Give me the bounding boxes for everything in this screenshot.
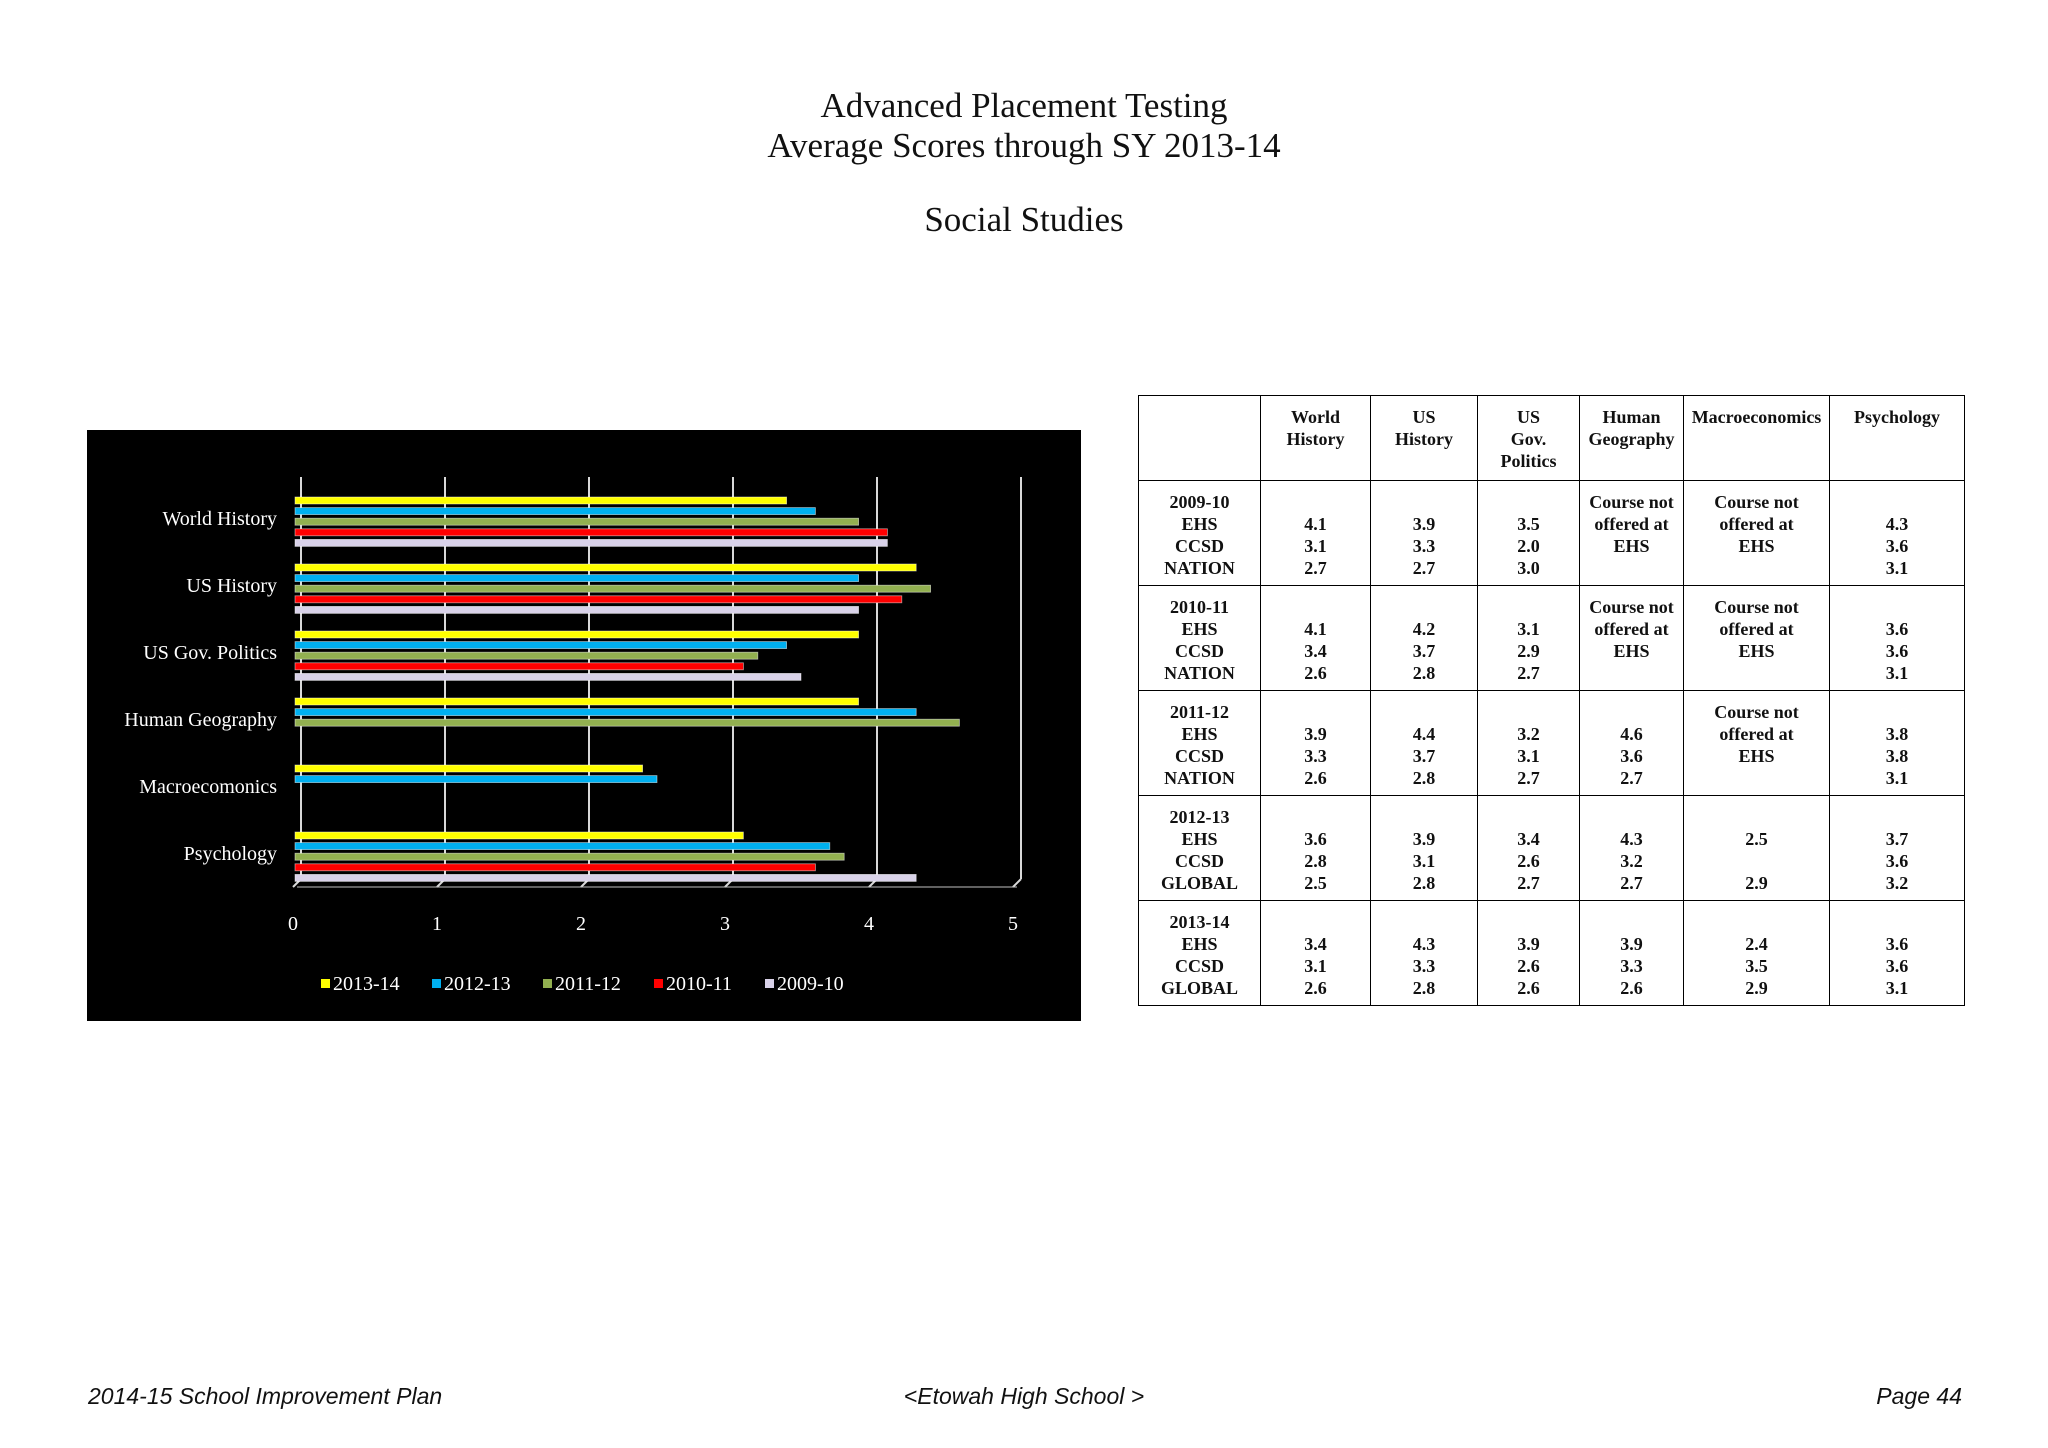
score-value: 3.3 (1412, 536, 1436, 556)
score-value: 3.1 (1517, 619, 1540, 639)
bar-2010-11 (295, 663, 743, 670)
score-cell (1684, 796, 1830, 901)
score-value: 2.7 (1517, 873, 1540, 893)
table-header-cell: World History (1261, 396, 1371, 481)
score-value: 3.6 (1885, 536, 1909, 556)
footer-school-name: <Etowah High School > (903, 1383, 1145, 1409)
score-value: 2.4 (1745, 934, 1768, 954)
score-cell (1830, 901, 1965, 1006)
score-value: 3.3 (1412, 956, 1436, 976)
score-cell (1261, 586, 1371, 691)
legend-swatch (321, 979, 330, 988)
score-cell (1478, 481, 1580, 586)
group-label: CCSD (1174, 641, 1224, 661)
score-value: 3.5 (1517, 514, 1540, 534)
bar-2012-13 (295, 843, 830, 850)
score-value: 4.1 (1304, 514, 1327, 534)
legend-label: 2011-12 (555, 973, 621, 995)
score-value: 2.8 (1412, 663, 1436, 683)
score-cell (1261, 901, 1371, 1006)
not-offered-cell: Course not offered at EHS (1684, 586, 1830, 691)
row-label-cell (1139, 901, 1261, 1006)
x-tick-label: 3 (720, 913, 730, 935)
score-value: 3.6 (1885, 934, 1909, 954)
score-value: 3.5 (1745, 956, 1768, 976)
x-tick-label: 1 (432, 913, 442, 935)
score-cell (1478, 901, 1580, 1006)
score-value: 3.9 (1517, 934, 1540, 954)
score-value: 4.3 (1885, 514, 1909, 534)
score-value: 3.7 (1412, 746, 1436, 766)
score-value: 2.8 (1304, 851, 1327, 871)
score-value: 4.6 (1620, 724, 1643, 744)
score-value: 3.1 (1517, 746, 1540, 766)
school-year-label: 2013-14 (1169, 912, 1230, 932)
group-label: EHS (1181, 934, 1218, 954)
score-value: 3.1 (1885, 768, 1909, 788)
score-value: 3.1 (1304, 956, 1327, 976)
bar-2011-12 (295, 853, 844, 860)
x-tick-label: 5 (1008, 913, 1018, 935)
legend-label: 2009-10 (777, 973, 844, 995)
footer-page-number: Page 44 (1876, 1383, 1962, 1409)
table-header-blank (1139, 396, 1261, 481)
score-value: 2.6 (1304, 663, 1327, 683)
score-value: 3.1 (1885, 558, 1909, 578)
not-offered-cell: Course not offered at EHS (1580, 481, 1684, 586)
bar-2011-12 (295, 585, 931, 592)
not-offered-cell: Course not offered at EHS (1684, 691, 1830, 796)
bar-2013-14 (295, 631, 859, 638)
score-value: 2.7 (1517, 663, 1540, 683)
score-value: 2.6 (1620, 978, 1643, 998)
page-title: Advanced Placement Testing (820, 86, 1228, 125)
bar-2013-14 (295, 832, 743, 839)
x-tick-label: 0 (288, 913, 298, 935)
score-value: 3.6 (1885, 956, 1909, 976)
score-value: 3.1 (1885, 663, 1909, 683)
score-cell (1261, 796, 1371, 901)
bar-2012-13 (295, 575, 859, 582)
score-value: 3.6 (1885, 641, 1909, 661)
school-year-label: 2012-13 (1169, 807, 1230, 827)
score-value: 2.6 (1304, 768, 1327, 788)
group-label: GLOBAL (1160, 978, 1239, 998)
score-cell (1580, 796, 1684, 901)
score-value: 2.6 (1517, 956, 1540, 976)
title-block (0, 86, 2048, 240)
score-cell (1830, 796, 1965, 901)
school-year-label: 2011-12 (1169, 702, 1229, 722)
score-value: 3.4 (1517, 829, 1540, 849)
score-cell (1478, 691, 1580, 796)
x-tick-label: 4 (864, 913, 874, 935)
group-label: NATION (1164, 663, 1235, 683)
score-cell (1371, 481, 1478, 586)
not-offered-cell: Course not offered at EHS (1684, 481, 1830, 586)
group-label: EHS (1181, 724, 1218, 744)
table-row (1139, 691, 1965, 796)
y-category-label: World History (162, 508, 277, 530)
score-value: 2.6 (1304, 978, 1327, 998)
score-value: 3.6 (1885, 851, 1909, 871)
score-value: 2.7 (1412, 558, 1436, 578)
y-category-label: Psychology (183, 843, 277, 865)
group-label: EHS (1181, 619, 1218, 639)
score-value: 4.2 (1412, 619, 1436, 639)
score-value: 2.7 (1517, 768, 1540, 788)
table-header-cell: Human Geography (1580, 396, 1684, 481)
score-value: 4.1 (1304, 619, 1327, 639)
table-row (1139, 481, 1965, 586)
bar-2009-10 (295, 606, 859, 613)
score-value: 2.8 (1412, 873, 1436, 893)
score-value: 3.0 (1517, 558, 1540, 578)
bar-2013-14 (295, 497, 787, 504)
school-year-label: 2010-11 (1169, 597, 1229, 617)
table-header-cell: Psychology (1830, 396, 1965, 481)
score-value: 3.2 (1885, 873, 1909, 893)
table-body (1139, 481, 1965, 1006)
bar-2013-14 (295, 698, 859, 705)
legend-swatch (432, 979, 441, 988)
score-cell (1371, 586, 1478, 691)
legend-label: 2010-11 (666, 973, 732, 995)
subject-heading: Social Studies (924, 200, 1124, 239)
table-row (1139, 901, 1965, 1006)
score-value: 2.6 (1517, 978, 1540, 998)
score-value (1687, 850, 1826, 872)
score-value: 3.6 (1304, 829, 1327, 849)
score-value: 3.7 (1885, 829, 1909, 849)
y-category-label: Human Geography (124, 709, 277, 731)
group-label: EHS (1181, 514, 1218, 534)
score-value: 4.3 (1620, 829, 1643, 849)
x-tick-label: 2 (576, 913, 586, 935)
bar-2011-12 (295, 518, 859, 525)
score-value: 3.9 (1620, 934, 1643, 954)
bar-2013-14 (295, 765, 643, 772)
score-cell (1830, 586, 1965, 691)
score-value: 3.6 (1620, 746, 1643, 766)
bar-2010-11 (295, 596, 902, 603)
bar-2009-10 (295, 673, 801, 680)
bar-2013-14 (295, 564, 916, 571)
score-value: 3.1 (1304, 536, 1327, 556)
row-label-cell (1139, 586, 1261, 691)
bar-2012-13 (295, 642, 787, 649)
score-value: 3.3 (1304, 746, 1327, 766)
table-header-cell: US History (1371, 396, 1478, 481)
legend-swatch (765, 979, 774, 988)
score-cell (1580, 691, 1684, 796)
score-value: 3.6 (1885, 619, 1909, 639)
school-year-label: 2009-10 (1169, 492, 1230, 512)
score-value: 3.1 (1412, 851, 1436, 871)
legend-swatch (654, 979, 663, 988)
score-cell (1580, 901, 1684, 1006)
score-value: 3.7 (1412, 641, 1436, 661)
score-value: 3.9 (1304, 724, 1327, 744)
bar-2011-12 (295, 719, 959, 726)
group-label: GLOBAL (1160, 873, 1239, 893)
bar-chart (87, 430, 1081, 1021)
y-category-label: US History (186, 575, 277, 597)
table-row (1139, 796, 1965, 901)
score-value: 2.0 (1517, 536, 1540, 556)
bar-chart-panel (87, 430, 1081, 1021)
score-value: 3.8 (1885, 746, 1909, 766)
score-value: 2.5 (1745, 829, 1768, 849)
score-value: 2.8 (1412, 768, 1436, 788)
score-cell (1371, 796, 1478, 901)
legend-label: 2013-14 (333, 973, 400, 995)
y-category-label: Macroecomonics (139, 776, 277, 798)
score-cell (1684, 901, 1830, 1006)
score-value: 2.6 (1517, 851, 1540, 871)
bar-2010-11 (295, 864, 815, 871)
score-value: 2.8 (1412, 978, 1436, 998)
score-cell (1478, 796, 1580, 901)
score-value: 4.3 (1412, 934, 1436, 954)
bar-2011-12 (295, 652, 758, 659)
table-row (1139, 586, 1965, 691)
legend-label: 2012-13 (444, 973, 511, 995)
score-value: 2.9 (1745, 978, 1768, 998)
score-cell (1261, 481, 1371, 586)
scores-table (1138, 395, 1965, 1006)
bar-2009-10 (295, 539, 887, 546)
not-offered-cell: Course not offered at EHS (1580, 586, 1684, 691)
score-value: 2.7 (1304, 558, 1327, 578)
group-label: CCSD (1174, 746, 1224, 766)
footer-plan-title: 2014-15 School Improvement Plan (88, 1383, 443, 1409)
bar-2012-13 (295, 709, 916, 716)
score-cell (1830, 691, 1965, 796)
bar-2009-10 (295, 874, 916, 881)
group-label: NATION (1164, 768, 1235, 788)
legend-swatch (543, 979, 552, 988)
gridline-foot (1013, 879, 1021, 887)
score-value: 2.9 (1517, 641, 1540, 661)
table-header-cell: Macroeconomics (1684, 396, 1830, 481)
score-value: 4.4 (1412, 724, 1436, 744)
row-label-cell (1139, 481, 1261, 586)
score-cell (1830, 481, 1965, 586)
score-value: 3.3 (1620, 956, 1643, 976)
score-value: 3.9 (1412, 514, 1436, 534)
table-header-cell: US Gov. Politics (1478, 396, 1580, 481)
score-value: 3.1 (1885, 978, 1909, 998)
group-label: CCSD (1174, 536, 1224, 556)
group-label: CCSD (1174, 956, 1224, 976)
page-subtitle: Average Scores through SY 2013-14 (767, 126, 1281, 165)
score-value: 3.4 (1304, 641, 1327, 661)
score-cell (1371, 691, 1478, 796)
score-cell (1261, 691, 1371, 796)
table-header-row (1139, 396, 1965, 481)
score-value: 3.2 (1620, 851, 1643, 871)
row-label-cell (1139, 796, 1261, 901)
row-label-cell (1139, 691, 1261, 796)
score-value: 2.7 (1620, 873, 1643, 893)
score-value: 3.9 (1412, 829, 1436, 849)
score-value: 3.4 (1304, 934, 1327, 954)
score-value: 3.8 (1885, 724, 1909, 744)
score-cell (1478, 586, 1580, 691)
group-label: EHS (1181, 829, 1218, 849)
group-label: CCSD (1174, 851, 1224, 871)
y-category-label: US Gov. Politics (143, 642, 277, 664)
group-label: NATION (1164, 558, 1235, 578)
bar-2010-11 (295, 529, 887, 536)
score-value: 3.2 (1517, 724, 1540, 744)
bar-2012-13 (295, 776, 657, 783)
score-value: 2.9 (1745, 873, 1768, 893)
score-value: 2.5 (1304, 873, 1327, 893)
score-value: 2.7 (1620, 768, 1643, 788)
score-cell (1371, 901, 1478, 1006)
bar-2012-13 (295, 508, 815, 515)
